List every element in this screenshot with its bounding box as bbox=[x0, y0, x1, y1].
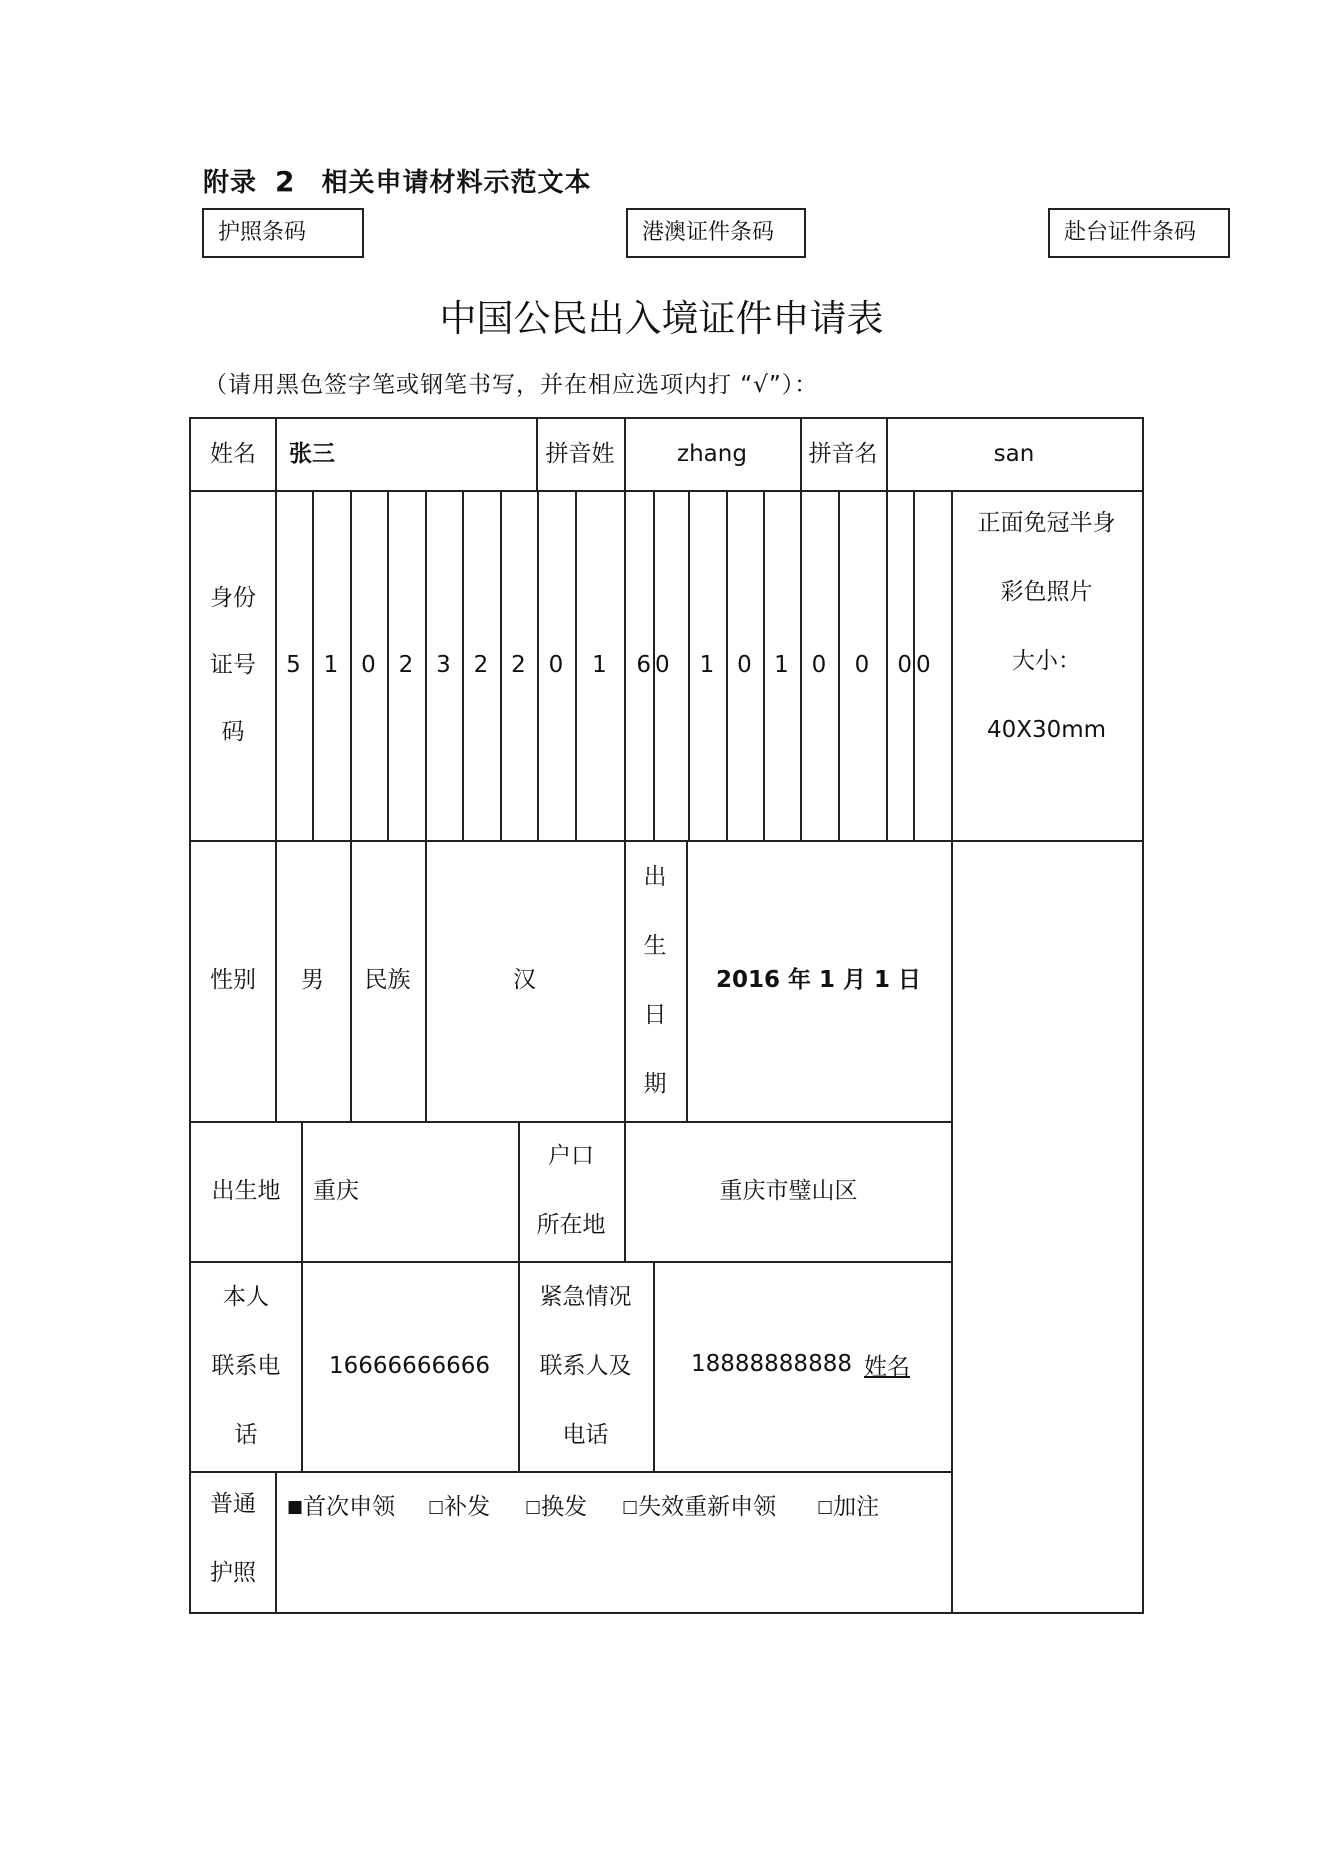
id-digit: 3 bbox=[436, 651, 451, 678]
birthplace-value: 重庆 bbox=[313, 1177, 359, 1204]
hukou-value: 重庆市璧山区 bbox=[719, 1177, 858, 1204]
gender-value: 男 bbox=[301, 967, 324, 993]
birthplace-label: 出生地 bbox=[211, 1177, 281, 1204]
appendix-label: 附录 bbox=[203, 168, 258, 198]
id-digit: 0 bbox=[854, 651, 870, 678]
id-digit: 0 bbox=[361, 651, 376, 678]
name-value: 张三 bbox=[289, 441, 335, 467]
name-label: 姓名 bbox=[210, 441, 256, 467]
id-digit: 2 bbox=[511, 651, 526, 678]
birthdate-value: 2016 年 1 月 1 日 bbox=[715, 967, 922, 993]
emergency-name-value: 姓名 bbox=[864, 1353, 910, 1380]
appendix-number: 2 bbox=[275, 165, 296, 198]
id-digit: 0 bbox=[897, 651, 912, 678]
option-annotation[interactable]: □ 加注 bbox=[817, 1493, 880, 1520]
passport-label: 普通 护照 bbox=[210, 1491, 256, 1586]
id-digit: 0 bbox=[655, 651, 670, 678]
id-digit: 1 bbox=[323, 651, 339, 678]
application-form-table bbox=[189, 417, 1144, 1614]
emergency-contact-label: 紧急情况 联系人及 电话 bbox=[539, 1283, 632, 1448]
surname-pinyin-value: zhang bbox=[677, 441, 747, 467]
option-reissue[interactable]: □ 补发 bbox=[428, 1493, 491, 1520]
option-reapply-invalid[interactable]: □ 失效重新申领 bbox=[622, 1493, 777, 1520]
id-digit: 0 bbox=[811, 651, 827, 678]
taiwan-barcode-box: 赴台证件条码 bbox=[1048, 208, 1230, 258]
emergency-phone-value: 18888888888 bbox=[691, 1350, 852, 1377]
checkbox-empty-icon: □ bbox=[428, 1496, 445, 1517]
checkbox-checked-icon: ■ bbox=[287, 1496, 304, 1517]
id-digit: 2 bbox=[398, 651, 414, 678]
phone-label: 本人 联系电 话 bbox=[211, 1283, 281, 1448]
gender-label: 性别 bbox=[210, 967, 256, 993]
id-digit: 0 bbox=[737, 651, 752, 678]
id-digit: 6 bbox=[636, 651, 651, 678]
appendix-title: 相关申请材料示范文本 bbox=[321, 168, 592, 198]
id-digit: 1 bbox=[592, 651, 607, 678]
id-digit: 0 bbox=[916, 651, 931, 678]
birthdate-label: 出 生 日 期 bbox=[643, 863, 667, 1097]
checkbox-empty-icon: □ bbox=[817, 1496, 834, 1517]
checkbox-empty-icon: □ bbox=[622, 1496, 639, 1517]
id-digit: 1 bbox=[699, 651, 715, 678]
option-replacement[interactable]: □ 换发 bbox=[525, 1493, 588, 1520]
phone-value: 16666666666 bbox=[329, 1352, 490, 1379]
hukou-label: 户口 所在地 bbox=[536, 1143, 606, 1238]
id-digit: 5 bbox=[286, 651, 301, 678]
given-pinyin-value: san bbox=[993, 441, 1035, 467]
checkbox-empty-icon: □ bbox=[525, 1496, 542, 1517]
form-instruction: （请用黑色签字笔或钢笔书写，并在相应选项内打 “√”）： bbox=[204, 372, 819, 398]
passport-barcode-box: 护照条码 bbox=[202, 208, 364, 258]
option-first-application[interactable]: ■ 首次申领 bbox=[287, 1493, 396, 1520]
id-number-label: 身份 证号 码 bbox=[210, 584, 256, 745]
appendix-heading bbox=[203, 162, 592, 199]
id-digit: 1 bbox=[774, 651, 789, 678]
id-digit: 2 bbox=[473, 651, 489, 678]
id-digit: 0 bbox=[548, 651, 564, 678]
hk-macau-barcode-box: 港澳证件条码 bbox=[626, 208, 806, 258]
photo-requirements: 正面免冠半身 彩色照片 大小： 40X30mm bbox=[977, 510, 1116, 743]
given-pinyin-label: 拼音名 bbox=[808, 441, 878, 467]
ethnicity-value: 汉 bbox=[513, 967, 536, 993]
surname-pinyin-label: 拼音姓 bbox=[545, 441, 615, 467]
ethnicity-label: 民族 bbox=[364, 967, 411, 993]
form-title: 中国公民出入境证件申请表 bbox=[439, 297, 884, 340]
